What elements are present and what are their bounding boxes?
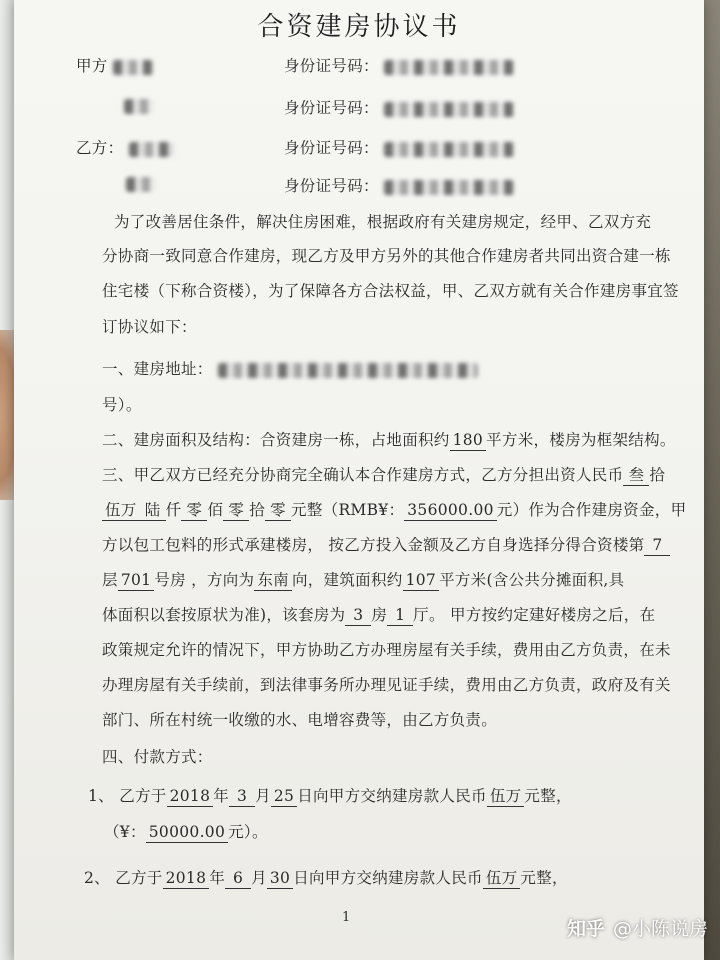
id-row-4: 身份证号码： [284,174,514,196]
redacted-name-4 [126,174,156,192]
intro-line-4: 订协议如下： [102,318,197,336]
section-3-line-5: 体面积以套按原状为准)，该套房为 3 房 1 厅。 甲方按约定建好楼房之后，在 [102,606,656,624]
rmb-amount: 356000.00 [404,502,497,521]
redacted-name [129,142,174,157]
section-3-line-6: 政策规定允许的情况下，甲方协助乙方办理房屋有关手续，费用由乙方负责，在未 [102,641,671,659]
section-3-line-1: 三、甲乙双方已经充分协商完全确认本合作建房方式，乙方分担出资人民币 叁 拾 [102,466,666,484]
section-1-address: 一、建房地址： [102,357,478,379]
redacted-id [384,180,514,195]
redacted-name-2 [124,96,154,114]
section-2-area: 二、建房面积及结构：合资建房一栋，占地面积约 180 平方米，楼房为框架结构。 [102,431,676,449]
party-a-label: 甲方 [76,54,153,76]
section-3-line-4: 层 701 号房 ，方向为 东南 向，建筑面积约 107 平方米(含公共分摊面积,具 [102,571,625,589]
section-3-line-2: 伍万 陆 仟 零 佰 零 拾 零 元整（RMB¥： 356000.00 元）作为合作建房资金，甲 [102,498,686,521]
id-row-1: 身份证号码： [284,54,514,76]
redacted-name [113,60,153,75]
id-row-3: 身份证号码： [284,136,514,158]
watermark [567,914,708,941]
party-b-label: 乙方： [76,136,174,158]
document-title: 合资建房协议书 [257,12,461,42]
id-row-2: 身份证号码： [284,96,514,118]
intro-line-3: 住宅楼（下称合资楼），为了保障各方合法权益，甲、乙双方就有关合作建房事宜签 [102,282,679,300]
intro-line-1: 为了改善居住条件，解决住房困难，根据政府有关建房规定，经甲、乙双方充 [114,213,652,231]
section-3-line-7: 办理房屋有关手续前，到法律事务所办理见证手续，费用由乙方负责，政府及有关 [102,676,671,694]
intro-line-2: 分协商一致同意合作建房，现乙方及甲方另外的其他合作建房者共同出资合建一栋 [102,247,671,265]
section-4-label: 四、付款方式： [102,748,213,766]
payment-1-amount: （¥： 50000.00 元）。 [104,823,268,841]
redacted-id [384,142,514,157]
page-number: 1 [342,910,351,925]
document-page [14,0,704,960]
section-1-tail: 号）。 [102,396,142,414]
zhihu-logo: 知乎 [566,918,605,940]
land-area-value: 180 [450,432,487,451]
redacted-address [218,363,478,378]
payment-2: 2、 乙方于 2018 年 6 月 30 日向甲方交纳建房款人民币 伍万 元整， [84,869,568,887]
watermark-author: @小陈说房 [612,918,708,940]
redacted-id [384,60,514,75]
redacted-id [384,102,514,117]
section-3-line-3: 方以包工包料的形式承建楼房， 按乙方投入金额及乙方自身选择分得合资楼第 7 [102,533,670,556]
section-3-line-8: 部门、所在村统一收缴的水、电增容费等，由乙方负责。 [102,711,498,729]
payment-1: 1、 乙方于 2018 年 3 月 25 日向甲方交纳建房款人民币 伍万 元整， [88,787,572,805]
